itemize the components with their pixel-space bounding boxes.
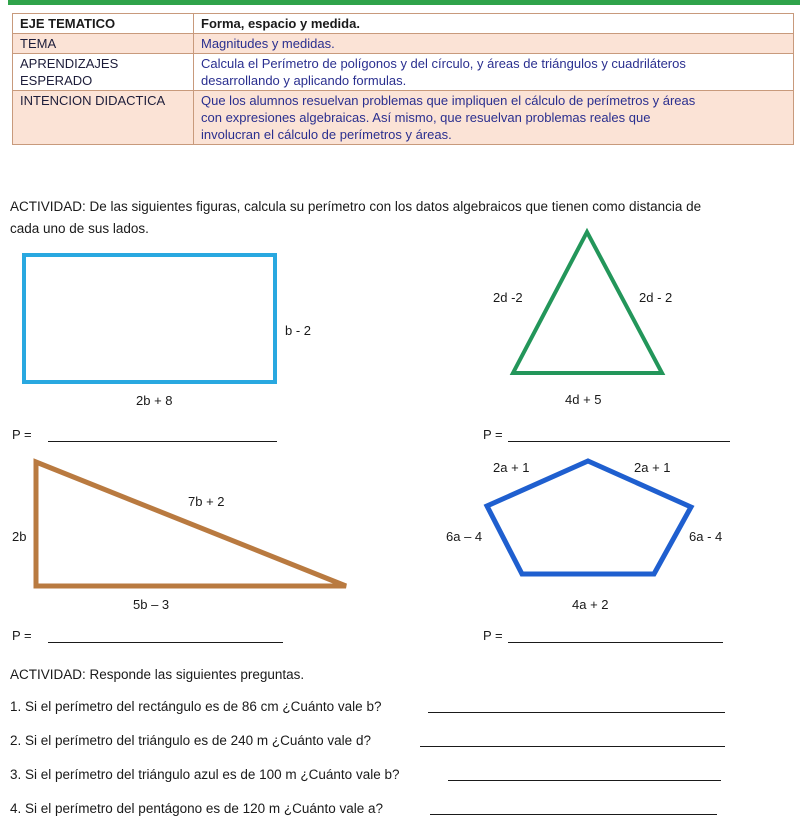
pentagon-top-right-label: 2a + 1	[634, 460, 671, 475]
pentagon-perimeter-blank[interactable]	[508, 642, 723, 643]
green-triangle-base-label: 4d + 5	[565, 392, 602, 407]
green-triangle-perimeter-label: P =	[483, 427, 503, 442]
rectangle-perimeter-blank[interactable]	[48, 441, 277, 442]
answer-blank-3[interactable]	[448, 780, 721, 781]
question-4: 4. Si el perímetro del pentágono es de 120 m ¿Cuánto vale a?	[10, 801, 383, 816]
table-value-line: con expresiones algebraicas. Así mismo, que resuelvan problemas reales que	[201, 110, 651, 125]
rectangle-figure	[24, 255, 275, 382]
table-value: Magnitudes y medidas.	[194, 34, 794, 54]
pentagon-top-left-label: 2a + 1	[493, 460, 530, 475]
question-1: 1. Si el perímetro del rectángulo es de 86 cm ¿Cuánto vale b?	[10, 699, 382, 714]
table-value-line: Que los alumnos resuelvan problemas que impliquen el cálculo de perímetros y áreas	[201, 93, 696, 108]
brown-triangle-figure	[36, 462, 346, 586]
table-key: INTENCION DIDACTICA	[13, 91, 194, 145]
green-triangle-perimeter-blank[interactable]	[508, 441, 730, 442]
table-key-line: ESPERADO	[20, 73, 93, 88]
rectangle-perimeter-label: P =	[12, 427, 32, 442]
table-key-line: APRENDIZAJES	[20, 56, 119, 71]
table-key: EJE TEMATICO	[13, 14, 194, 34]
brown-triangle-base-label: 5b – 3	[133, 597, 170, 612]
brown-triangle-perimeter-label: P =	[12, 628, 32, 643]
green-triangle-left-label: 2d -2	[493, 290, 523, 305]
table-key: TEMA	[13, 34, 194, 54]
question-3: 3. Si el perímetro del triángulo azul es de 100 m ¿Cuánto vale b?	[10, 767, 400, 782]
pentagon-left-label: 6a – 4	[446, 529, 483, 544]
pentagon-base-label: 4a + 2	[572, 597, 609, 612]
brown-triangle-hyp-label: 7b + 2	[188, 494, 225, 509]
rectangle-side-label: b - 2	[285, 323, 312, 338]
table-value: Forma, espacio y medida.	[194, 14, 794, 34]
rectangle-base-label: 2b + 8	[136, 393, 173, 408]
answer-blank-4[interactable]	[430, 814, 717, 815]
table-value-line: desarrollando y aplicando formulas.	[201, 73, 407, 88]
pentagon-right-label: 6a - 4	[689, 529, 723, 544]
table-value-line: Calcula el Perímetro de polígonos y del círculo, y áreas de triángulos y cuadriláteros	[201, 56, 686, 71]
pentagon-perimeter-label: P =	[483, 628, 503, 643]
question-2: 2. Si el perímetro del triángulo es de 240 m ¿Cuánto vale d?	[10, 733, 371, 748]
green-triangle-right-label: 2d - 2	[639, 290, 673, 305]
table-value-line: involucran el cálculo de perímetros y áreas.	[201, 127, 452, 142]
brown-triangle-side-label: 2b	[12, 529, 27, 544]
answer-blank-2[interactable]	[420, 746, 725, 747]
activity2-title: ACTIVIDAD: Responde las siguientes preguntas.	[10, 667, 305, 682]
activity1-instruction: ACTIVIDAD: De las siguientes figuras, calcula su perímetro con los datos algebraicos que tienen como distancia de	[10, 199, 702, 214]
brown-triangle-perimeter-blank[interactable]	[48, 642, 283, 643]
answer-blank-1[interactable]	[428, 712, 725, 713]
pentagon-figure	[487, 461, 691, 574]
activity1-instruction-cont: cada uno de sus lados.	[10, 221, 149, 236]
